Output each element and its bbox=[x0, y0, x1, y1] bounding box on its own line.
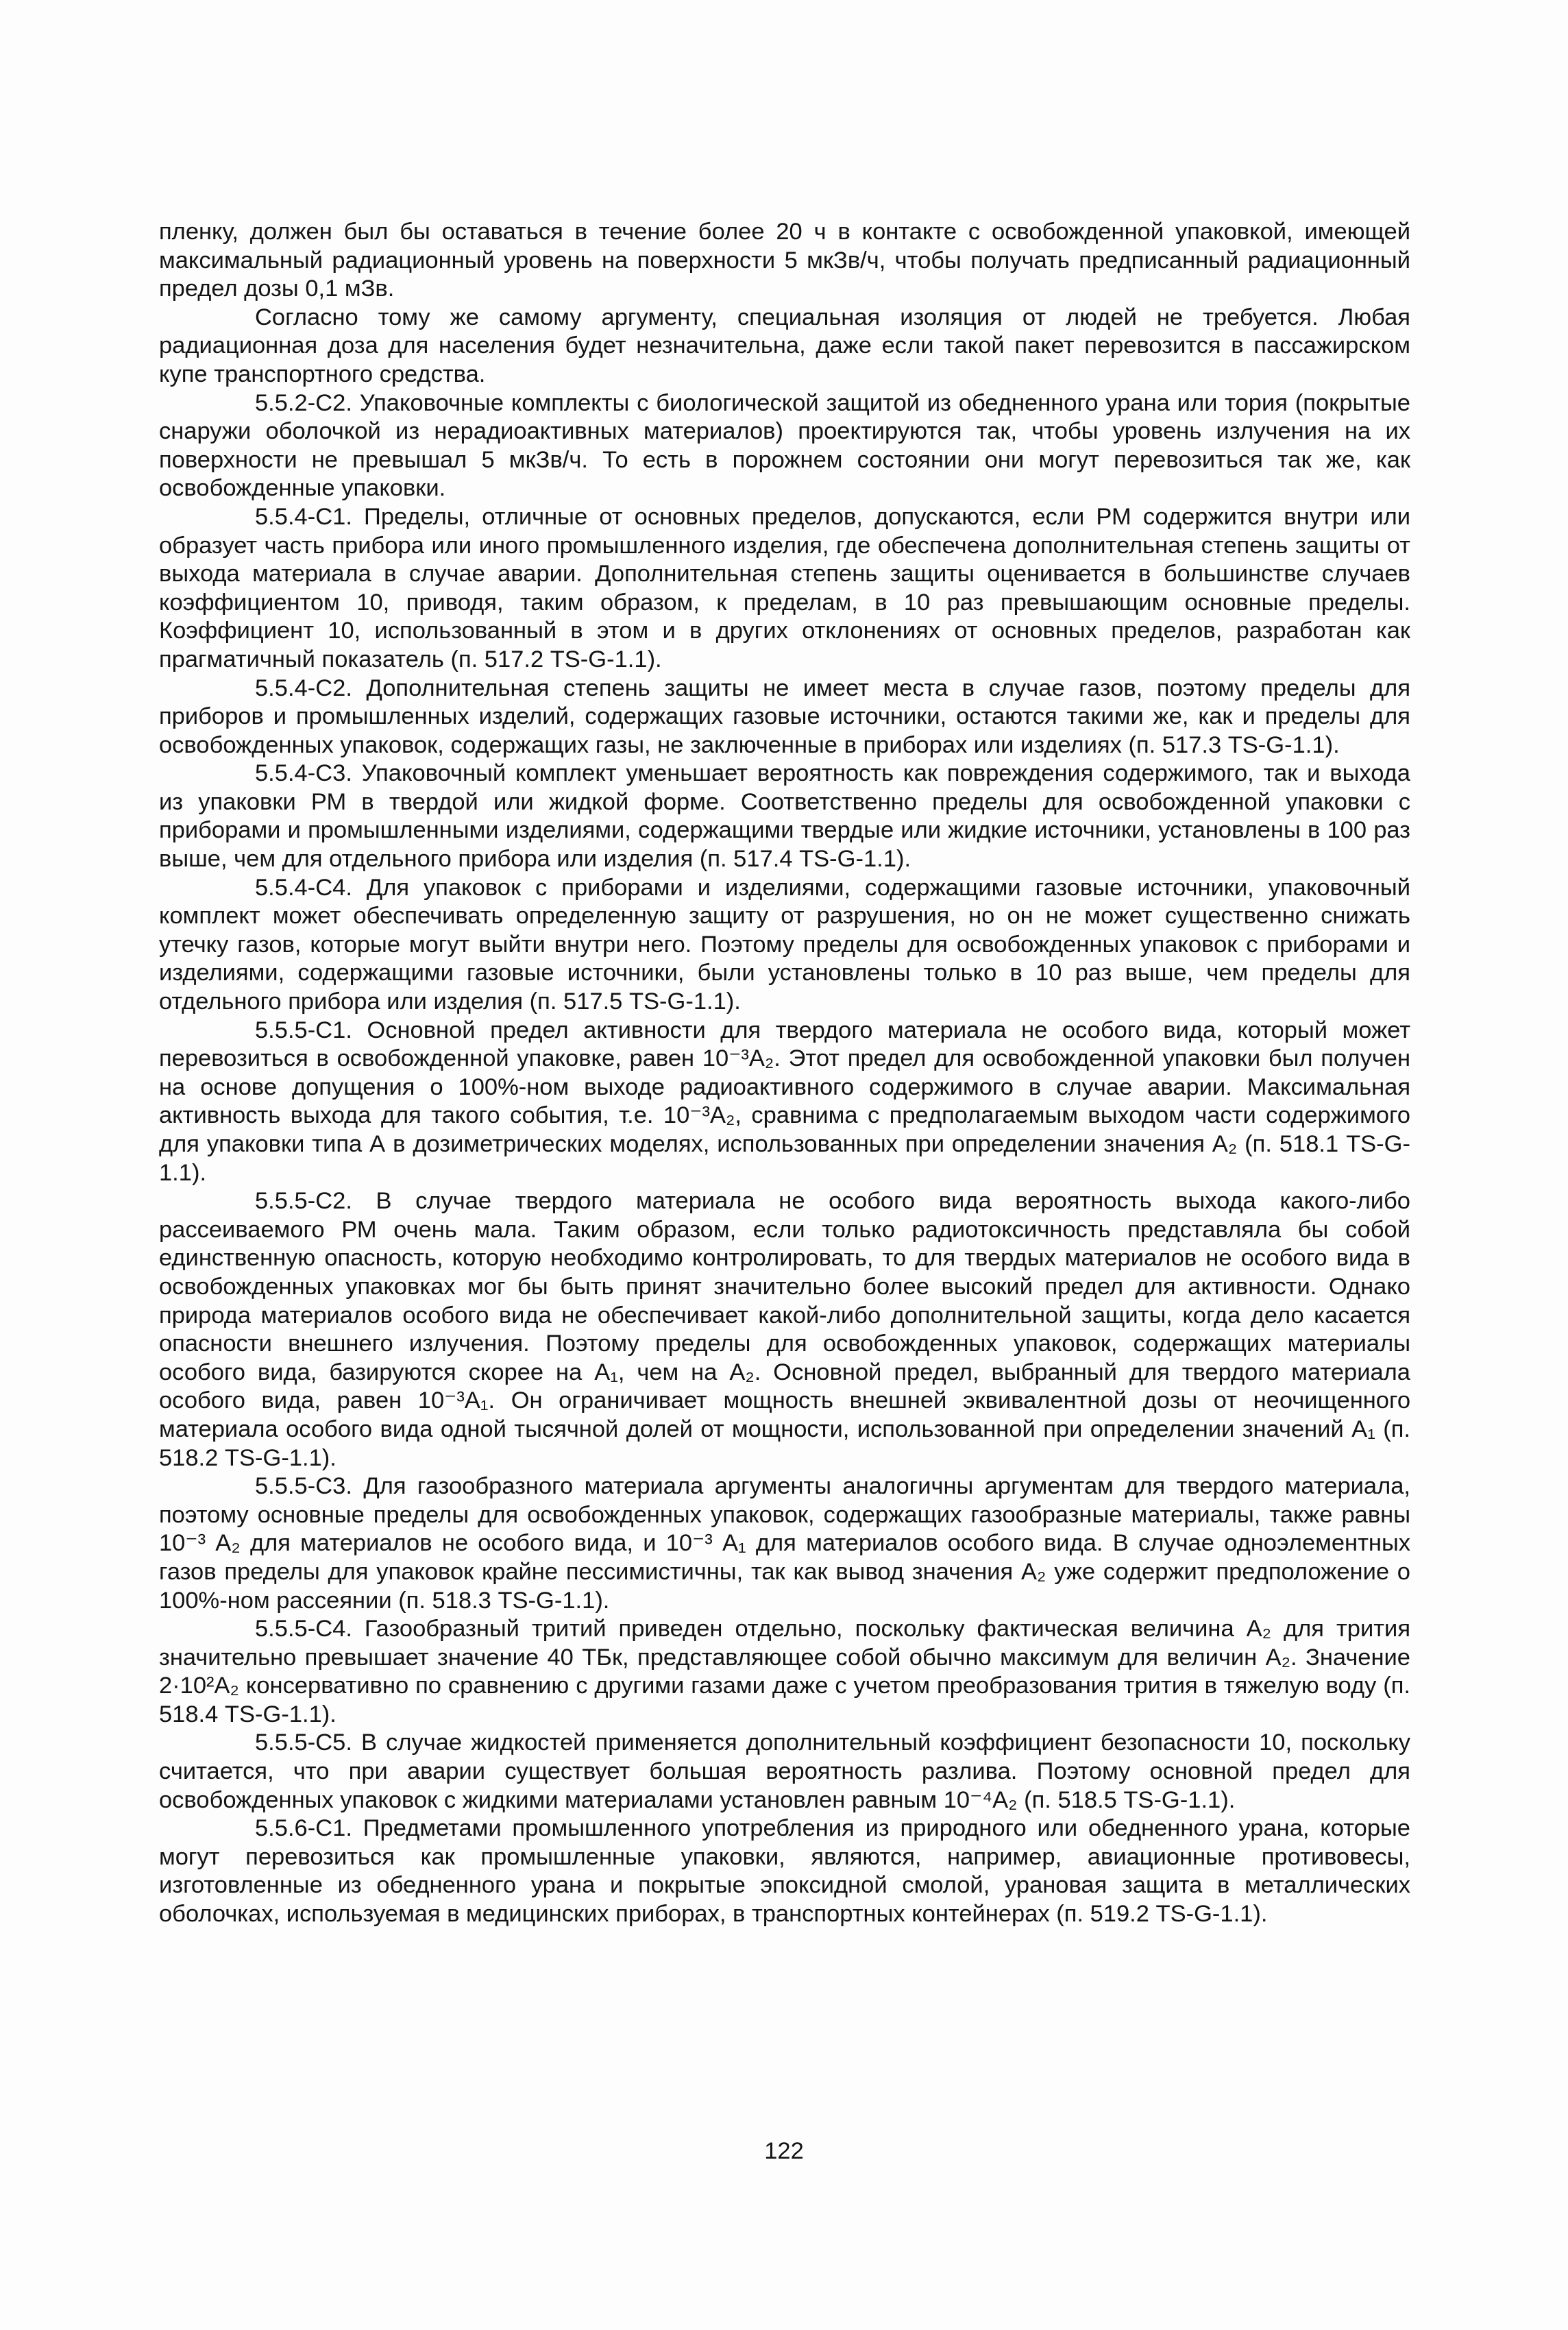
page-number: 122 bbox=[764, 2138, 804, 2164]
paragraph-5-5-4-c1: 5.5.4-С1. Пределы, отличные от основных пределов, допускаются, если РМ содержится внутри или образует часть прибора или иного промышленного изделия, где обеспечена дополнительная степень защиты от выхода материала в случае аварии. Дополнительная степень защиты оценивается в большинстве случаев коэффициентом 10, приводя, таким образом, к пределам, в 10 раз превышающим основные пределы. Коэффициент 10, использованный в этом и в других отклонениях от основных пределов, разработан как прагматичный показатель (п. 517.2 TS-G-1.1). bbox=[159, 503, 1410, 672]
paragraph-5-5-4-c4: 5.5.4-С4. Для упаковок с приборами и изделиями, содержащими газовые источники, упаковочный комплект может обеспечивать определенную защиту от разрушения, но он не может существенно снижать утечку газов, которые могут выйти внутри него. Поэтому пределы для освобожденных упаковок с приборами и изделиями, содержащими газовые источники, были установлены только в 10 раз выше, чем пределы для отдельного прибора или изделия (п. 517.5 TS-G-1.1). bbox=[159, 874, 1410, 1015]
paragraph-5-5-5-c2: 5.5.5-С2. В случае твердого материала не особого вида вероятность выхода какого-либо рассеиваемого РМ очень мала. Таким образом, если только радиотоксичность представляла бы собой единственную опасность, которую необходимо контролировать, то для твердых материалов не особого вида в освобожденных упаковках мог бы быть принят значительно более высокий предел для активности. Однако природа материалов особого вида не обеспечивает какой-либо дополнительной защиты, когда дело касается опасности внешнего излучения. Поэтому пределы для освобожденных упаковок, содержащих материалы особого вида, базируются скорее на A₁, чем на A₂. Основной предел, выбранный для твердого материала особого вида, равен 10⁻³A₁. Он ограничивает мощность внешней эквивалентной дозы от неочищенного материала особого вида одной тысячной долей от мощности, использованной при определении значений A₁ (п. 518.2 TS-G-1.1). bbox=[159, 1188, 1410, 1471]
document-body bbox=[159, 218, 1410, 1929]
paragraph-5-5-4-c2: 5.5.4-С2. Дополнительная степень защиты не имеет места в случае газов, поэтому пределы для приборов и промышленных изделий, содержащих газовые источники, остаются такими же, как и пределы для освобожденных упаковок, содержащих газы, не заключенные в приборах или изделиях (п. 517.3 TS-G-1.1). bbox=[159, 675, 1410, 758]
paragraph-5-5-5-c4: 5.5.5-С4. Газообразный тритий приведен отдельно, поскольку фактическая величина A₂ для трития значительно превышает значение 40 ТБк, представляющее собой обычно максимум для величин A₂. Значение 2·10²A₂ консервативно по сравнению с другими газами даже с учетом преобразования трития в тяжелую воду (п. 518.4 TS-G-1.1). bbox=[159, 1616, 1410, 1727]
paragraph-5-5-5-c3: 5.5.5-С3. Для газообразного материала аргументы аналогичны аргументам для твердого материала, поэтому основные пределы для освобожденных упаковок, содержащих газообразные материалы, также равны 10⁻³ A₂ для материалов не особого вида, и 10⁻³ A₁ для материалов особого вида. В случае одноэлементных газов пределы для упаковок крайне пессимистичны, так как вывод значения A₂ уже содержит предположение о 100%-ном рассеянии (п. 518.3 TS-G-1.1). bbox=[159, 1473, 1410, 1614]
paragraph-5-5-4-c3: 5.5.4-С3. Упаковочный комплект уменьшает вероятность как повреждения содержимого, так и выхода из упаковки РМ в твердой или жидкой форме. Соответственно пределы для освобожденной упаковки с приборами и промышленными изделиями, содержащими твердые или жидкие источники, установлены в 100 раз выше, чем для отдельного прибора или изделия (п. 517.4 TS-G-1.1). bbox=[159, 760, 1410, 873]
paragraph-continuation: пленку, должен был бы оставаться в течение более 20 ч в контакте с освобожденной упаковкой, имеющей максимальный радиационный уровень на поверхности 5 мкЗв/ч, чтобы получать предписанный радиационный предел дозы 0,1 мЗв. bbox=[159, 219, 1410, 302]
paragraph-5-5-2-c2: 5.5.2-С2. Упаковочные комплекты с биологической защитой из обедненного урана или тория (покрытые снаружи оболочкой из нерадиоактивных материалов) проектируются так, чтобы уровень излучения на их поверхности не превышал 5 мкЗв/ч. То есть в порожнем состоянии они могут перевозиться так же, как освобожденные упаковки. bbox=[159, 389, 1410, 502]
paragraph-isolation-argument: Согласно тому же самому аргументу, специальная изоляция от людей не требуется. Любая радиационная доза для населения будет незначительна, даже если такой пакет перевозится в пассажирском купе транспортного средства. bbox=[159, 304, 1410, 387]
paragraph-5-5-5-c5: 5.5.5-С5. В случае жидкостей применяется дополнительный коэффициент безопасности 10, поскольку считается, что при аварии существует большая вероятность разлива. Поэтому основной предел для освобожденных упаковок с жидкими материалами установлен равным 10⁻⁴A₂ (п. 518.5 TS-G-1.1). bbox=[159, 1730, 1410, 1813]
paragraph-5-5-5-c1: 5.5.5-С1. Основной предел активности для твердого материала не особого вида, который может перевозиться в освобожденной упаковке, равен 10⁻³A₂. Этот предел для освобожденной упаковки был получен на основе допущения о 100%-ном выходе радиоактивного содержимого в случае аварии. Максимальная активность выхода для такого события, т.е. 10⁻³A₂, сравнима с предполагаемым выходом части содержимого для упаковки типа А в дозиметрических моделях, использованных при определении значения A₂ (п. 518.1 TS-G-1.1). bbox=[159, 1017, 1410, 1186]
paragraph-5-5-6-c1: 5.5.6-С1. Предметами промышленного употребления из природного или обедненного урана, которые могут перевозиться как промышленные упаковки, являются, например, авиационные противовесы, изготовленные из обедненного урана и покрытые эпоксидной смолой, урановая защита в металлических оболочках, используемая в медицинских приборах, в транспортных контейнерах (п. 519.2 TS-G-1.1). bbox=[159, 1815, 1410, 1928]
